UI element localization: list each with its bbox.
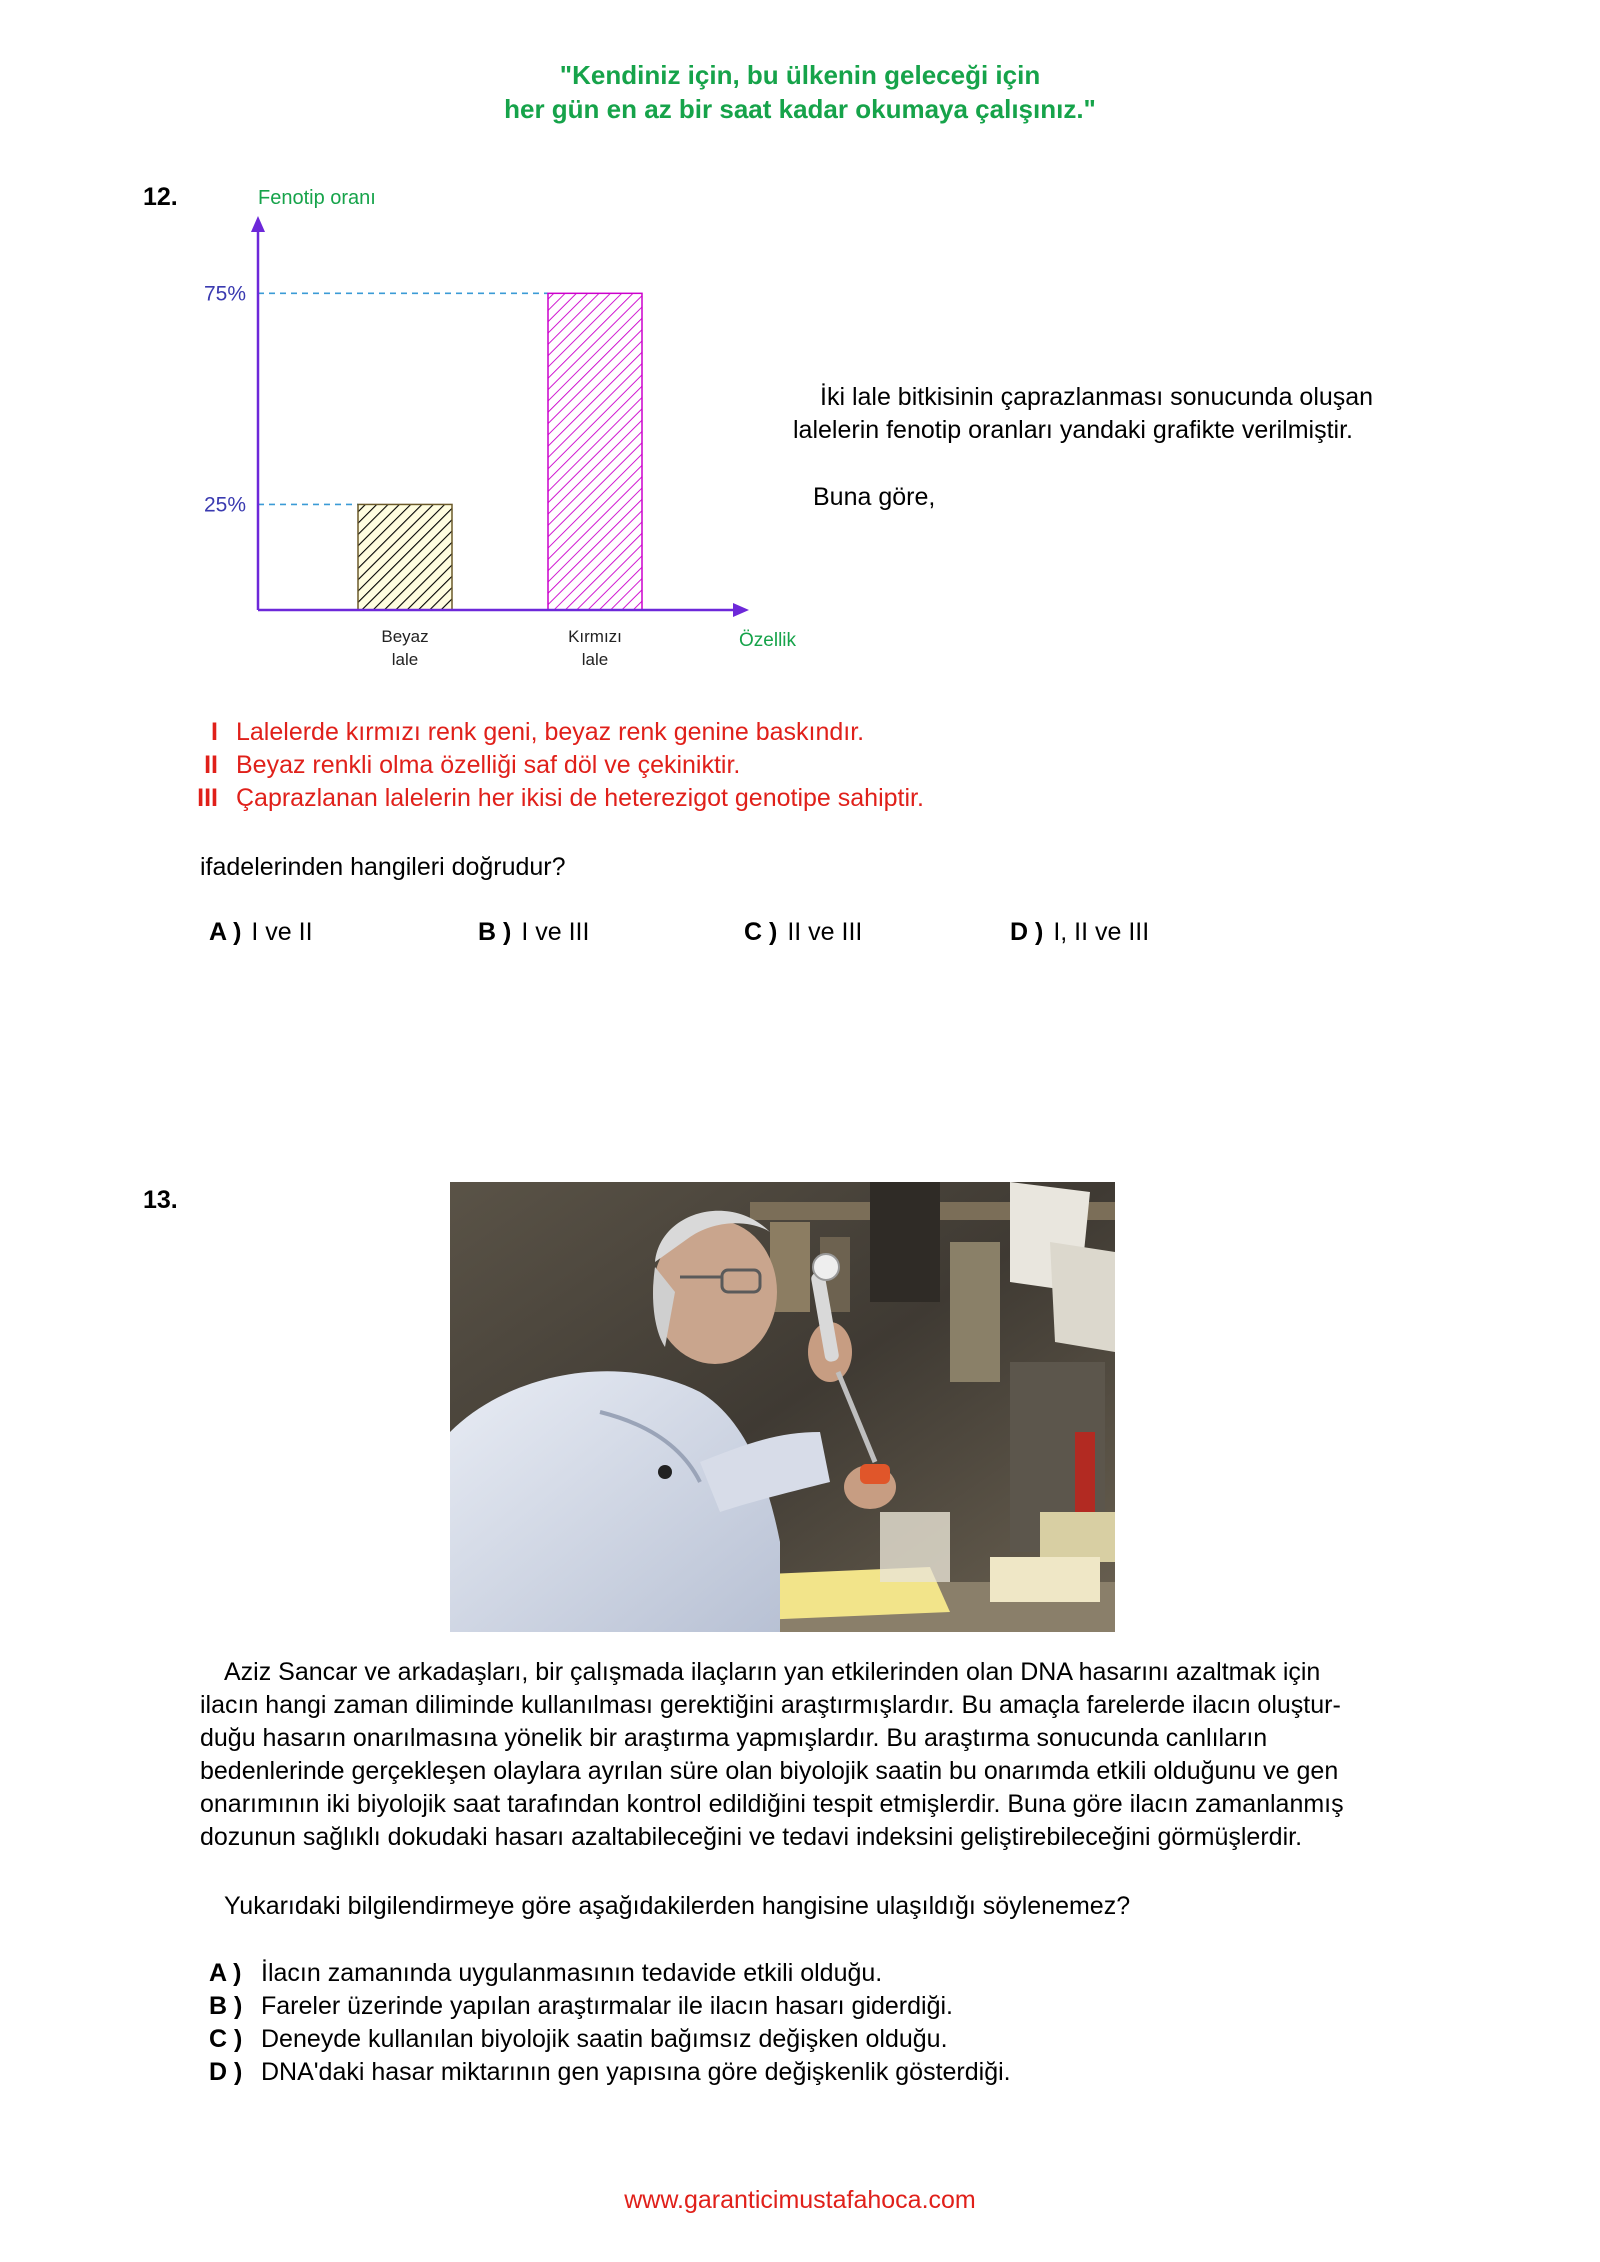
q13-options — [209, 1957, 1011, 2089]
option-key: C ) — [209, 2025, 243, 2053]
paragraph-line: onarımının iki biyolojik saat tarafından kontrol edildiğini tespit etmişlerdir. Buna göre ilacın zamanlanmış — [200, 1790, 1344, 1818]
statement-text: Çaprazlanan lalelerin her ikisi de heterezigot genotipe sahiptir. — [236, 784, 924, 812]
statement-1 — [178, 716, 924, 749]
q13-question: Yukarıdaki bilgilendirmeye göre aşağıdakilerden hangisine ulaşıldığı söylenemez? — [224, 1892, 1131, 1920]
option-text: İlacın zamanında uygulanmasının tedavide etkili olduğu. — [261, 1959, 883, 1987]
statement-roman: II — [204, 751, 218, 779]
x-category-label: Beyaz — [381, 627, 429, 646]
bar-1 — [358, 504, 452, 610]
option-key: B ) — [209, 1992, 243, 2020]
x-category-label: Kırmızı — [568, 627, 622, 646]
question-12-number: 12. — [143, 183, 178, 211]
option-text: I ve III — [521, 918, 590, 946]
y-tick-label: 75% — [203, 282, 246, 306]
y-axis-arrow-icon — [251, 216, 265, 232]
x-category-label: lale — [581, 650, 609, 669]
q12-option-d[interactable] — [1010, 918, 1149, 947]
option-key: D ) — [209, 2058, 243, 2086]
bar-2 — [548, 293, 642, 610]
q12-intro-line-2: lalelerin fenotip oranları yandaki grafikte verilmiştir. — [793, 416, 1353, 444]
option-key: D ) — [1010, 918, 1044, 946]
option-text: I, II ve III — [1053, 918, 1150, 946]
statement-text: Beyaz renkli olma özelliği saf döl ve çekiniktir. — [236, 751, 741, 779]
paragraph-line: dozunun sağlıklı dokudaki hasarı azaltabileceğini ve tedavi indeksini geliştirebileceğini görmüşlerdir. — [200, 1823, 1303, 1851]
q12-option-b[interactable] — [478, 918, 589, 947]
q12-intro-line-1: İki lale bitkisinin çaprazlanması sonucunda oluşan — [820, 383, 1374, 411]
paragraph-line: bedenlerinde gerçekleşen olaylara ayrılan süre olan biyolojik saatin bu onarımda etkili olduğunu ve gen — [200, 1757, 1339, 1785]
statement-text: Lalelerde kırmızı renk geni, beyaz renk genine baskındır. — [236, 718, 865, 746]
y-axis-title: Fenotip oranı — [258, 187, 376, 209]
y-tick-label: 25% — [203, 493, 246, 517]
scientist-photo-illustration — [450, 1182, 1115, 1632]
option-key: B ) — [478, 918, 512, 946]
question-13-number: 13. — [143, 1186, 178, 1214]
paragraph-line: Aziz Sancar ve arkadaşları, bir çalışmada ilaçların yan etkilerinden olan DNA hasarını azaltmak için — [224, 1658, 1321, 1686]
q13-option-c[interactable] — [209, 2023, 1011, 2056]
phenotype-bar-chart — [180, 180, 820, 680]
q13-paragraph — [200, 1656, 1460, 1854]
q12-question: ifadelerinden hangileri doğrudur? — [200, 853, 566, 881]
x-category-label: lale — [391, 650, 419, 669]
option-key: A ) — [209, 1959, 242, 1987]
q12-intro-line-3: Buna göre, — [813, 483, 936, 511]
q13-option-a[interactable] — [209, 1957, 1011, 1990]
option-text: Deneyde kullanılan biyolojik saatin bağımsız değişken olduğu. — [261, 2025, 948, 2053]
option-key: A ) — [209, 918, 242, 946]
motto-line-1: "Kendiniz için, bu ülkenin geleceği için — [559, 60, 1041, 90]
paragraph-line: ilacın hangi zaman diliminde kullanılması gerektiğini araştırmışlardır. Bu amaçla farelerde ilacın oluştur- — [200, 1691, 1341, 1719]
x-axis-title: Özellik — [739, 630, 797, 651]
q13-option-d[interactable] — [209, 2056, 1011, 2089]
paragraph-line: duğu hasarın onarılmasına yönelik bir araştırma yapmışlardır. Bu araştırma sonucunda canlıların — [200, 1724, 1268, 1752]
q13-option-b[interactable] — [209, 1990, 1011, 2023]
q12-statements — [178, 716, 924, 815]
option-text: Fareler üzerinde yapılan araştırmalar ile ilacın hasarı giderdiği. — [261, 1992, 953, 2020]
statement-roman: I — [211, 718, 218, 746]
statement-roman: III — [197, 784, 218, 812]
statement-2 — [178, 749, 924, 782]
statement-3 — [178, 782, 924, 815]
option-text: DNA'daki hasar miktarının gen yapısına göre değişkenlik gösterdiği. — [261, 2058, 1011, 2086]
q12-option-a[interactable] — [209, 918, 313, 947]
option-text: I ve II — [251, 918, 313, 946]
footer-website-link[interactable]: www.garanticimustafahoca.com — [624, 2186, 976, 2214]
q12-option-c[interactable] — [744, 918, 862, 947]
motto-line-2: her gün en az bir saat kadar okumaya çalışınız." — [504, 94, 1096, 124]
x-axis-arrow-icon — [733, 603, 749, 617]
option-key: C ) — [744, 918, 778, 946]
scientist-photo — [450, 1182, 1115, 1632]
option-text: II ve III — [787, 918, 863, 946]
